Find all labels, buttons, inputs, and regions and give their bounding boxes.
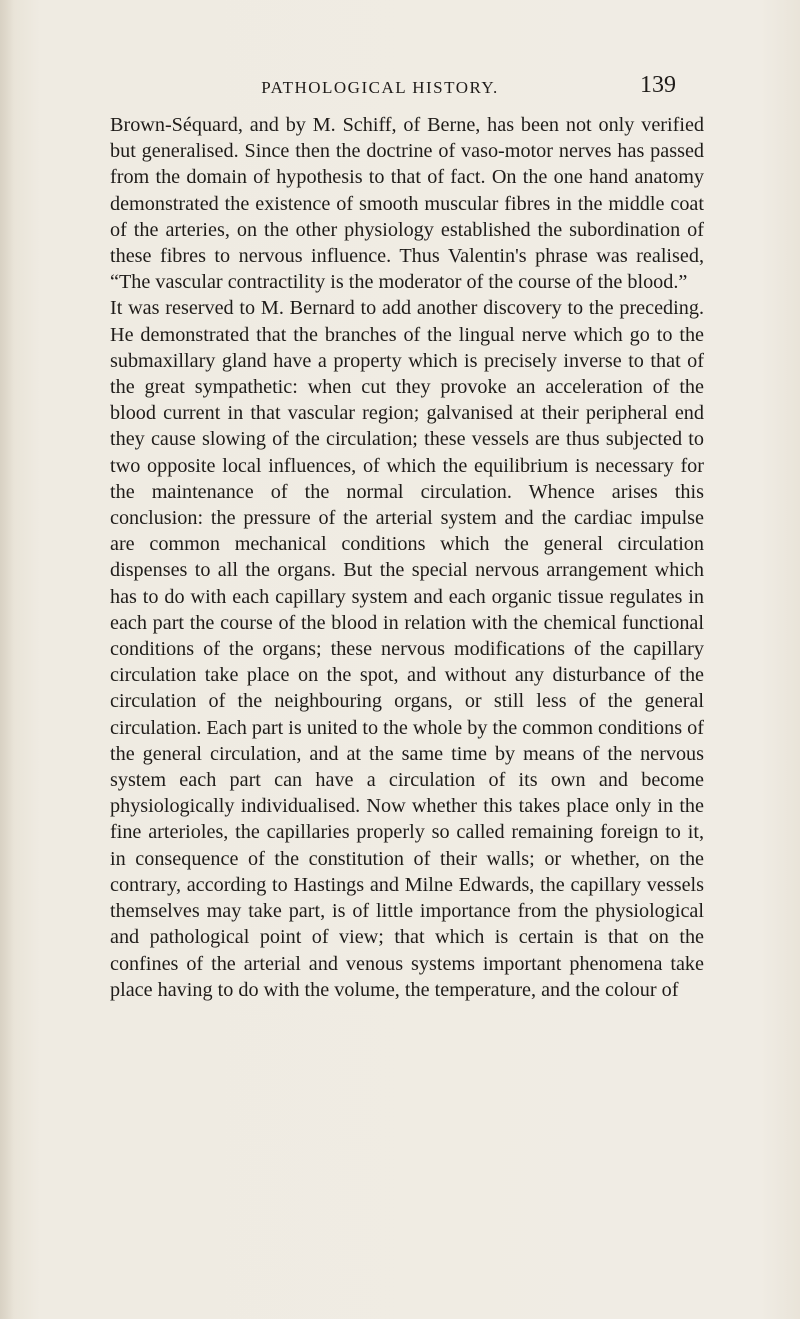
page-number: 139	[640, 72, 676, 98]
running-head: PATHOLOGICAL HISTORY.	[261, 78, 499, 97]
page-edge-shadow	[0, 0, 14, 1319]
paragraph: Brown-Séquard, and by M. Schiff, of Berne, has been not only verified but generalised. Since then the doctrine of vaso-motor nerves has passed from the domain of hypothesis to that of fact. On the one hand anatomy demonstrated the existence of smooth muscular fibres in the middle coat of the arteries, on the other physiology established the subordination of these fibres to nervous influence. Thus Valentin's phrase was realised, “The vascular contractility is the moderator of the course of the blood.”	[110, 114, 704, 294]
paragraph: It was reserved to M. Bernard to add another discovery to the preceding. He demonstrated that the branches of the lingual nerve which go to the submaxillary gland have a property which is precisely inverse to that of the great sympathetic: when cut they provoke an acceleration of the blood current in that vascular region; galvanised at their peripheral end they cause slowing of the circulation; these vessels are thus subjected to two opposite local influences, of which the equilibrium is necessary for the maintenance of the normal circulation. Whence arises this conclusion: the pressure of the arterial system and the cardiac impulse are common mechanical conditions which the general circulation dispenses to all the organs. But the special nervous arrangement which has to do with each capillary system and each organic tissue regulates in each part the course of the blood in relation with the chemical functional conditions of the organs; these nervous modifications of the capillary circulation take place on the spot, and without any disturbance of the circulation of the neighbouring organs, or still less of the general circulation. Each part is united to the whole by the common conditions of the general circulation, and at the same time by means of the nervous system each part can have a circulation of its own and become physiologically individualised. Now whether this takes place only in the fine arterioles, the capillaries properly so called remaining foreign to it, in consequence of the constitution of their walls; or whether, on the contrary, according to Hastings and Milne Edwards, the capillary vessels themselves may take part, is of little importance from the physiological and pathological point of view; that which is certain is that on the confines of the arterial and venous systems important phenomena take place having to do with the volume, the temperature, and the colour of	[110, 297, 704, 1001]
body-text	[110, 112, 704, 1003]
